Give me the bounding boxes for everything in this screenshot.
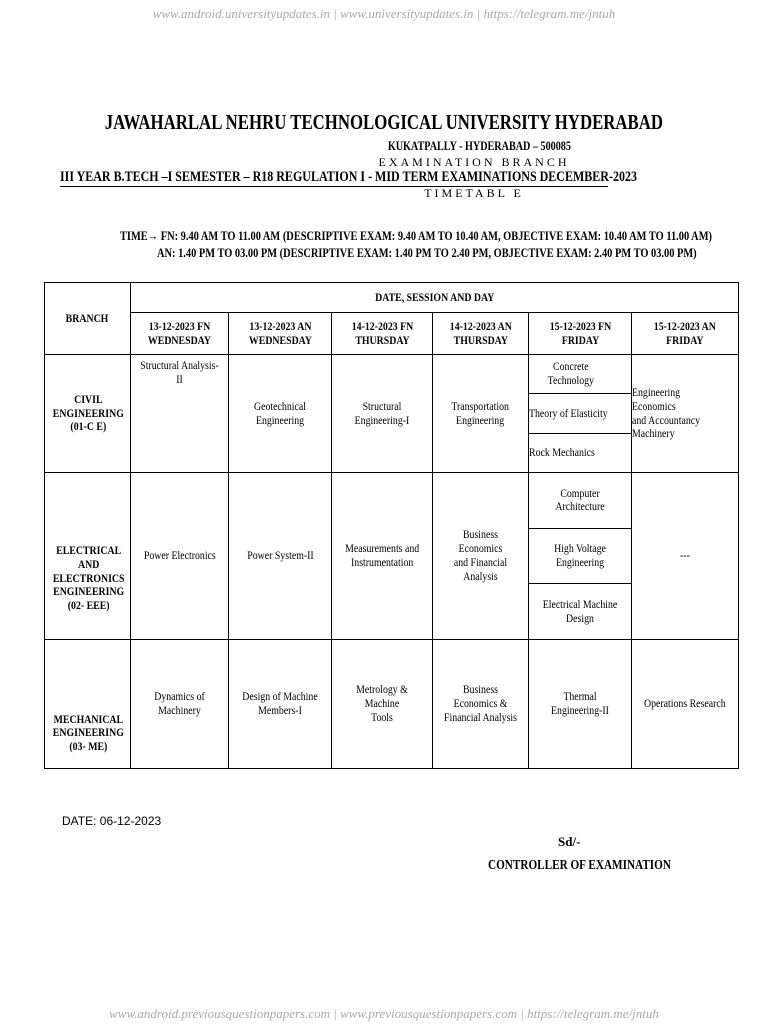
subject-line: Instrumentation bbox=[350, 555, 414, 569]
subject-cell bbox=[632, 473, 739, 640]
signatory bbox=[488, 858, 717, 874]
session-header bbox=[632, 313, 739, 355]
university-name: JAWAHARLAL NEHRU TECHNOLOGICAL UNIVERSITY HYDERABAD bbox=[104, 110, 664, 134]
branch-cell bbox=[45, 473, 131, 640]
table-header-row bbox=[45, 283, 739, 313]
subject-cell bbox=[332, 640, 433, 769]
session-header-row bbox=[45, 313, 739, 355]
subject-cell bbox=[229, 640, 332, 769]
branch-line: (01-C E) bbox=[70, 419, 107, 434]
subject-text: Dynamics of Machinery bbox=[154, 689, 205, 717]
subject-line: Tools bbox=[371, 709, 393, 724]
session-day: WEDNESDAY bbox=[147, 332, 212, 347]
session-date: 15-12-2023 FN bbox=[549, 318, 611, 333]
session-day: THURSDAY bbox=[453, 332, 508, 347]
top-watermark bbox=[0, 6, 768, 22]
subject-text: Structural Engineering-I bbox=[354, 398, 410, 427]
session-date: 15-12-2023 AN bbox=[653, 318, 717, 333]
regulation-text: III YEAR B.TECH –I SEMESTER – R18 REGULATION I - MID TERM EXAMINATIONS DECEMBER-2023 bbox=[60, 169, 637, 185]
table-row-mech bbox=[45, 640, 739, 769]
subject-line: Design of Machine bbox=[242, 689, 318, 704]
branch-column-header bbox=[45, 283, 131, 355]
address-text: KUKATPALLY - HYDERABAD – 500085 bbox=[387, 138, 571, 153]
subject-cell bbox=[529, 640, 632, 769]
top-watermark-text: www.android.universityupdates.in | www.universityupdates.in | https://telegram.me/jntuh bbox=[152, 6, 616, 21]
subject-cell bbox=[433, 640, 529, 769]
subject-cell bbox=[433, 355, 529, 473]
session-date: 14-12-2023 FN bbox=[351, 318, 413, 333]
issue-date bbox=[62, 814, 161, 828]
session-header bbox=[433, 313, 529, 355]
subject-text: Theory of Elasticity bbox=[529, 405, 608, 420]
branch-line: MECHANICAL bbox=[53, 711, 124, 726]
subject-text: Power Electronics bbox=[143, 548, 216, 563]
session-day: FRIDAY bbox=[666, 332, 704, 347]
subject-text: Thermal Engineering-II bbox=[551, 689, 609, 717]
session-day: THURSDAY bbox=[354, 332, 410, 347]
session-day: FRIDAY bbox=[561, 332, 599, 347]
subject-cell bbox=[433, 473, 529, 640]
session-date: 14-12-2023 AN bbox=[449, 318, 512, 333]
subject-text: Power System-II bbox=[246, 548, 314, 563]
subject-line: Engineering Economics bbox=[632, 384, 681, 413]
subject-cell bbox=[332, 355, 433, 473]
session-day: WEDNESDAY bbox=[248, 332, 312, 347]
branch-cell bbox=[45, 355, 131, 473]
subject-line: Machinery bbox=[632, 426, 675, 441]
exam-timetable bbox=[44, 282, 739, 769]
branch-line: ELECTRONICS bbox=[52, 570, 125, 585]
session-header bbox=[229, 313, 332, 355]
regulation-heading bbox=[60, 169, 637, 187]
subject-line: Members-I bbox=[258, 703, 302, 717]
timetable-heading bbox=[60, 186, 768, 201]
time-an-text: AN: 1.40 PM TO 03.00 PM (DESCRIPTIVE EXAM: 1.40 PM TO 2.40 PM, OBJECTIVE EXAM: 2.40 PM TO 03.00 PM) bbox=[157, 245, 697, 260]
branch-text: EXAMINATION BRANCH bbox=[378, 155, 570, 169]
time-fn-text: TIME→ FN: 9.40 AM TO 11.00 AM (DESCRIPTIVE EXAM: 9.40 AM TO 10.40 AM, OBJECTIVE EXAM: 10.40 AM TO 11.00 AM) bbox=[120, 228, 712, 243]
subject-cell bbox=[229, 355, 332, 473]
bottom-watermark bbox=[0, 1006, 768, 1022]
subject-line: Transportation bbox=[451, 398, 510, 413]
subject-cell bbox=[229, 473, 332, 640]
university-title bbox=[0, 110, 768, 135]
session-date: 13-12-2023 FN bbox=[148, 318, 211, 333]
subject-cell-multi bbox=[529, 355, 632, 473]
subject-cell-multi bbox=[529, 473, 632, 640]
subject-text: Computer Architecture bbox=[555, 485, 605, 514]
table-row-eee bbox=[45, 473, 739, 640]
subject-cell bbox=[332, 473, 433, 640]
branch-line: ELECTRICAL AND bbox=[56, 543, 122, 571]
branch-line: CIVIL bbox=[74, 391, 103, 406]
branch-line: ENGINEERING bbox=[52, 405, 124, 420]
subject-line: and Financial Analysis bbox=[453, 555, 508, 583]
session-date: 13-12-2023 AN bbox=[248, 318, 312, 333]
subject-line: Business Economics & bbox=[453, 682, 508, 711]
subject-text: Operations Research bbox=[644, 696, 726, 711]
branch-line: (03- ME) bbox=[69, 739, 108, 754]
issue-date-text: DATE: 06-12-2023 bbox=[62, 814, 162, 828]
table-row-civil bbox=[45, 355, 739, 473]
time-an-line bbox=[157, 245, 768, 261]
subject-text: Geotechnical Engineering bbox=[254, 398, 306, 427]
signature-text: Sd/- bbox=[558, 834, 581, 849]
subject-line: and Accountancy bbox=[632, 412, 701, 427]
subject-line: Engineering bbox=[456, 412, 505, 427]
subject-line: Financial Analysis bbox=[444, 709, 517, 724]
subject-text: High Voltage Engineering bbox=[554, 541, 606, 569]
university-address bbox=[60, 138, 768, 154]
subject-line: Business Economics bbox=[458, 527, 503, 556]
session-header bbox=[131, 313, 229, 355]
subject-line: Metrology & Machine bbox=[356, 682, 408, 711]
subject-line: Measurements and bbox=[344, 541, 420, 556]
subject-cell bbox=[632, 640, 739, 769]
subject-cell bbox=[131, 640, 229, 769]
subject-cell bbox=[131, 355, 229, 473]
branch-cell bbox=[45, 640, 131, 769]
branch-line: ENGINEERING bbox=[53, 584, 125, 599]
date-group-text: DATE, SESSION AND DAY bbox=[374, 289, 495, 304]
branch-header-text: BRANCH bbox=[66, 310, 109, 325]
subject-text: Structural Analysis-II bbox=[140, 358, 219, 386]
branch-line: ENGINEERING bbox=[52, 725, 124, 740]
subject-cell bbox=[632, 355, 739, 473]
signature-mark bbox=[558, 834, 580, 850]
subject-text: Rock Mechanics bbox=[529, 444, 595, 459]
timetable-text: TIMETABL E bbox=[424, 186, 524, 200]
time-fn-line bbox=[120, 228, 768, 244]
bottom-watermark-text: www.android.previousquestionpapers.com | www.previousquestionpapers.com | https://telegram.me/jntuh bbox=[109, 1006, 659, 1021]
subject-text: Electrical Machine Design bbox=[542, 596, 618, 625]
signatory-text: CONTROLLER OF EXAMINATION bbox=[488, 858, 671, 873]
branch-line: (02- EEE) bbox=[67, 598, 110, 613]
session-header bbox=[332, 313, 433, 355]
examination-branch bbox=[60, 155, 768, 170]
session-header bbox=[529, 313, 632, 355]
date-group-header bbox=[131, 283, 739, 313]
subject-text: Concrete Technology bbox=[547, 359, 594, 388]
subject-cell bbox=[131, 473, 229, 640]
subject-text: --- bbox=[680, 548, 690, 563]
